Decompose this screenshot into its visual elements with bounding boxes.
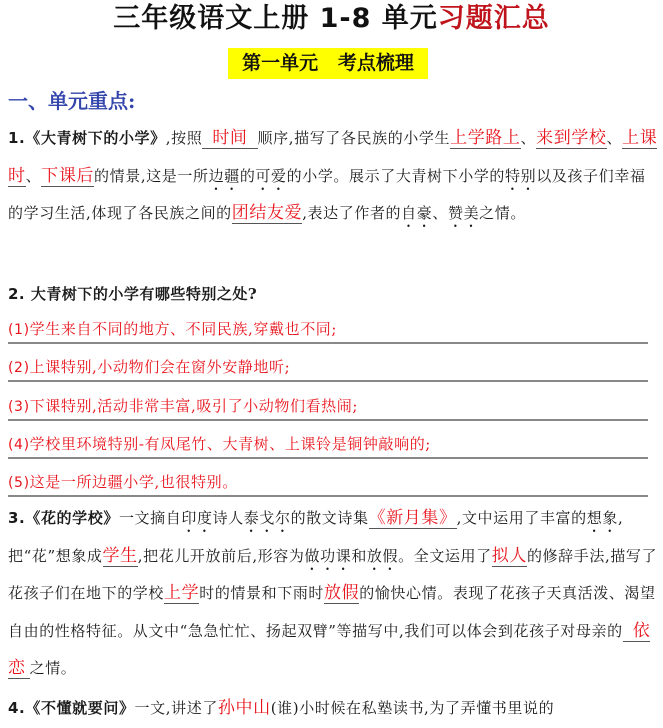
answer-blank: 上课时: [8, 128, 658, 186]
question-1: [8, 120, 658, 233]
question-number: 3.: [8, 509, 26, 527]
answer-blank: 《新月集》: [368, 508, 457, 528]
page-title: [0, 2, 663, 36]
question-number: 4.: [8, 699, 26, 717]
text: 、: [606, 129, 623, 147]
answer-text: 下课特别,活动非常丰富,吸引了小动物们看热闹;: [29, 397, 359, 415]
answer-index: (2): [8, 360, 30, 376]
answer-blank: 下课后: [41, 165, 95, 186]
text: 、: [25, 166, 42, 185]
answer-text: 学校里环境特别-有凤尾竹、大青树、上课铃是铜钟敲响的;: [29, 435, 431, 453]
emphasis-text: 做功课: [304, 546, 352, 565]
answer-index: (4): [8, 437, 30, 453]
emphasis-text: 印度: [181, 509, 213, 527]
emphasis-text: 放假: [366, 546, 399, 565]
answer-blank: 上学: [164, 583, 200, 603]
emphasis-text: 可爱: [255, 166, 287, 185]
answer-line: [8, 393, 648, 421]
text: 之情。: [479, 204, 526, 222]
answer-blank: 团结友爱: [231, 203, 303, 223]
text: 的小学。展示了大青树下小学的: [286, 166, 506, 185]
answer-line: [8, 316, 648, 344]
text: 的修辞手法,描写了花孩子们在地下的学校: [8, 546, 658, 602]
answer-blank: 学生: [102, 545, 138, 566]
answer-blank: 拟人: [491, 545, 527, 566]
question-number: 2.: [8, 285, 26, 303]
answer-blank: 孙中山: [217, 698, 271, 718]
text: ,表达了作者的: [302, 204, 402, 222]
answer-line: [8, 354, 648, 382]
answer-blank: 来到学校: [536, 128, 607, 148]
emphasis-text: 边疆: [208, 166, 240, 185]
question-3: [8, 500, 658, 688]
section-heading: 一、单元重点:: [8, 89, 136, 113]
text: 以及孩子们幸福的学习生活,体现了各民族之间的: [8, 166, 646, 222]
title-highlight: 习题汇总: [437, 3, 550, 34]
unit-banner: 第一单元 考点梳理: [228, 48, 428, 79]
book-title: 《大青树下的小学》: [25, 129, 166, 147]
text: 之情。: [29, 659, 77, 677]
question-text: 大青树下的小学有哪些特别之处?: [30, 285, 258, 303]
answer-text: 这是一所边疆小学,也很特别。: [29, 473, 238, 491]
text: ,把花儿开放前后,形容为: [137, 546, 305, 565]
answer-index: (3): [8, 399, 30, 415]
emphasis-text: 泰戈尔: [243, 509, 291, 527]
text: 时的情景和下雨时: [199, 584, 325, 602]
text: 一文,讲述了: [134, 699, 218, 717]
emphasis-text: 想象: [586, 509, 618, 527]
answer-line: [8, 431, 648, 459]
question-number: 1.: [8, 129, 26, 147]
answer-blank: 放假: [324, 583, 360, 603]
title-main: 三年级语文上册 1-8 单元: [113, 3, 438, 34]
text: 、: [432, 204, 448, 222]
emphasis-text: 特别: [505, 166, 537, 185]
answer-line: [8, 469, 648, 497]
emphasis-text: 自豪: [401, 204, 433, 222]
answer-blank: 上学路上: [450, 128, 521, 148]
text: 的散文诗集: [290, 509, 369, 527]
question-4: [8, 690, 658, 728]
answer-index: (5): [8, 475, 30, 491]
text: 。全文运用了: [398, 546, 492, 565]
text: 一文摘自: [118, 509, 182, 527]
book-title: 《不懂就要问》: [25, 699, 135, 717]
text: 的愉快心情。表现了花孩子天真活泼、渴望自由的性格特征。从文中“急急忙忙、扬起双臂”等描写中,我们可以体会到花孩子对母亲的: [8, 584, 656, 640]
text: ,把“花”想象成: [8, 509, 624, 565]
book-title: 《花的学校》: [25, 509, 119, 527]
text: 和: [351, 546, 367, 565]
text: 顺序,描写了各民族的小学生: [257, 129, 451, 147]
question-2: [8, 282, 257, 306]
text: 的情景,这是一所: [94, 166, 209, 185]
answer-text: 上课特别,小动物们会在窗外安静地听;: [29, 358, 291, 376]
text: ,文中运用了丰富的: [456, 509, 587, 527]
text: 诗人: [212, 509, 244, 527]
text: ,按照: [165, 129, 203, 147]
text: (谁)小时候在私塾读书,为了弄懂书里说的: [270, 699, 555, 717]
answer-blank: 时间: [202, 128, 257, 149]
answer-blank: 依恋: [8, 620, 651, 678]
text: 、: [520, 129, 537, 147]
text: 的: [239, 166, 256, 185]
answer-text: 学生来自不同的地方、不同民族,穿戴也不同;: [29, 320, 338, 338]
answer-index: (1): [8, 322, 30, 338]
emphasis-text: 赞美: [447, 204, 480, 222]
